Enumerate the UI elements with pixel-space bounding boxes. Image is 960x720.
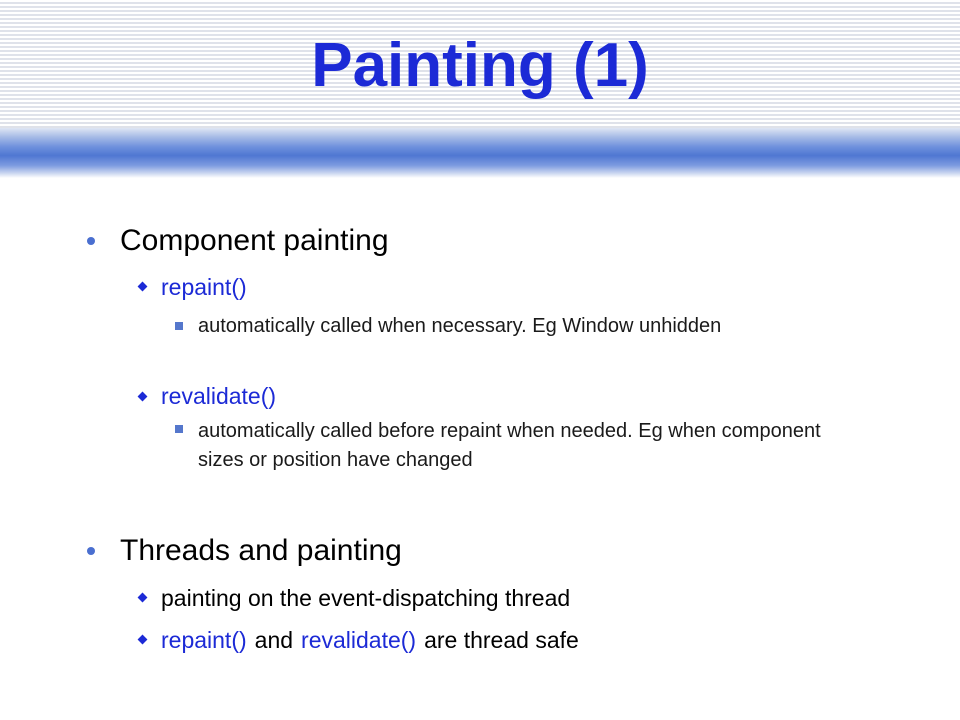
and-text: and xyxy=(254,627,294,653)
item-repaint-label: repaint() xyxy=(161,274,247,300)
diamond-bullet-icon xyxy=(138,392,148,402)
square-bullet-icon xyxy=(175,322,183,330)
section-heading-component-painting: Component painting xyxy=(120,224,389,257)
round-bullet-icon xyxy=(87,547,95,555)
diamond-bullet-icon xyxy=(138,593,148,603)
item-revalidate-label: revalidate() xyxy=(161,383,277,409)
diamond-bullet-icon xyxy=(138,282,148,292)
slide-title: Painting (1) xyxy=(311,31,649,100)
repaint-code: repaint() xyxy=(161,627,247,653)
section-heading-threads-and-painting: Threads and painting xyxy=(120,534,402,567)
round-bullet-icon xyxy=(87,237,95,245)
square-bullet-icon xyxy=(175,425,183,433)
item-thread-safe xyxy=(161,626,579,654)
item-revalidate-detail: automatically called before repaint when needed. Eg when component sizes or position have changed xyxy=(198,420,821,471)
revalidate-code: revalidate() xyxy=(301,627,417,653)
item-painting-thread: painting on the event-dispatching thread xyxy=(161,585,571,611)
thread-safe-text: are thread safe xyxy=(424,627,579,653)
diamond-bullet-icon xyxy=(138,635,148,645)
item-repaint-detail: automatically called when necessary. Eg Window unhidden xyxy=(198,315,722,337)
